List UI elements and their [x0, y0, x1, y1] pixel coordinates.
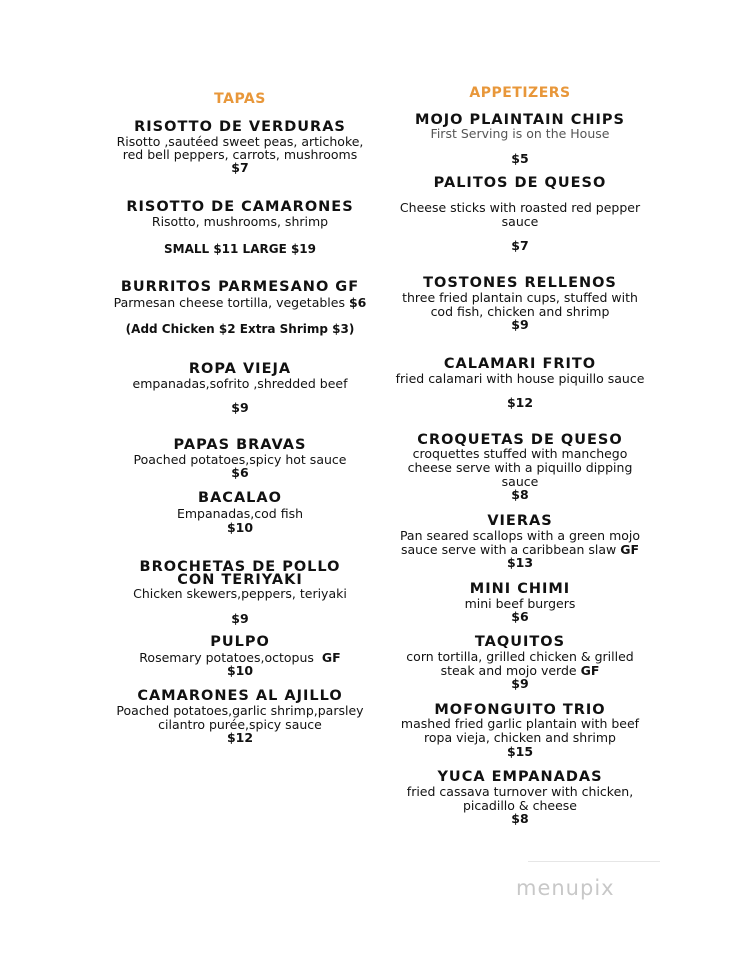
item-price: $6	[231, 465, 249, 480]
item-price: $7	[511, 238, 529, 253]
item-desc-line	[80, 296, 400, 310]
item-name: BACALAO	[198, 490, 282, 506]
gf-badge: GF	[321, 650, 341, 665]
item-price: $8	[511, 811, 529, 826]
item-desc: Cheese sticks with roasted red pepper	[399, 200, 641, 215]
item-desc: fried cassava turnover with chicken,	[406, 784, 634, 799]
item-name: CROQUETAS DE QUESO	[417, 432, 623, 448]
item-name: PULPO	[210, 634, 270, 650]
item-desc: steak and mojo verde	[440, 663, 577, 678]
item-name: MINI CHIMI	[469, 581, 571, 597]
item-name-line2: CON TERIYAKI	[177, 572, 303, 588]
item-desc: fried calamari with house piquillo sauce	[395, 371, 645, 386]
item-name: VIERAS	[487, 513, 553, 529]
item-desc: mini beef burgers	[464, 596, 576, 611]
item-price: $13	[506, 555, 534, 570]
item-price: $12	[226, 730, 254, 745]
item-name: PALITOS DE QUESO	[433, 175, 607, 191]
item-price: $10	[226, 520, 254, 535]
item-price: $12	[506, 395, 534, 410]
appetizers-heading: APPETIZERS	[469, 85, 571, 101]
tapas-heading: TAPAS	[214, 91, 266, 107]
item-name: MOFONGUITO TRIO	[434, 702, 606, 718]
item-desc: Poached potatoes,spicy hot sauce	[133, 452, 347, 467]
item-price: $8	[511, 487, 529, 502]
item-desc: three fried plantain cups, stuffed with	[402, 290, 638, 305]
gf-badge: GF	[580, 663, 600, 678]
item-desc: cheese serve with a piquillo dipping	[407, 460, 633, 475]
item-name: BURRITOS PARMESANO GF	[120, 279, 360, 295]
item-name: CALAMARI FRITO	[443, 356, 597, 372]
item-desc: Pan seared scallops with a green mojo	[399, 528, 641, 543]
item-price: $10	[226, 663, 254, 678]
item-desc: sauce	[501, 214, 539, 229]
item-desc: Chicken skewers,peppers, teriyaki	[133, 586, 347, 601]
item-name: CAMARONES AL AJILLO	[137, 688, 343, 704]
item-desc: red bell peppers, carrots, mushrooms	[122, 147, 358, 162]
item-desc: croquettes stuffed with manchego	[412, 446, 628, 461]
item-name: TOSTONES RELLENOS	[423, 275, 617, 291]
item-price: $9	[231, 611, 249, 626]
item-desc: corn tortilla, grilled chicken & grilled	[406, 649, 634, 664]
item-name: TAQUITOS	[474, 634, 566, 650]
item-name: BROCHETAS DE POLLO	[139, 559, 341, 575]
item-price: $9	[511, 317, 529, 332]
item-desc: Empanadas,cod fish	[176, 506, 304, 521]
item-desc: Risotto, mushrooms, shrimp	[151, 214, 329, 229]
item-desc: Risotto ,sautéed sweet peas, artichoke,	[116, 134, 364, 149]
item-desc: sauce serve with a caribbean slaw	[400, 542, 617, 557]
item-name: PAPAS BRAVAS	[173, 437, 307, 453]
item-price: $6	[348, 295, 367, 310]
watermark-divider	[528, 861, 660, 862]
item-desc: cilantro purée,spicy sauce	[158, 717, 322, 732]
item-desc: ropa vieja, chicken and shrimp	[424, 730, 616, 745]
item-desc: Rosemary potatoes,octopus	[139, 650, 314, 665]
watermark-logo: menupix	[516, 876, 615, 900]
item-price: $7	[231, 160, 249, 175]
item-name: RISOTTO DE VERDURAS	[134, 119, 346, 135]
item-desc: Poached potatoes,garlic shrimp,parsley	[116, 703, 364, 718]
item-name: YUCA EMPANADAS	[437, 769, 603, 785]
item-size-prices: SMALL $11 LARGE $19	[163, 242, 316, 256]
item-desc: empanadas,sofrito ,shredded beef	[132, 376, 348, 391]
item-price: $6	[511, 609, 529, 624]
item-subtitle: First Serving is on the House	[430, 126, 610, 141]
item-name: RISOTTO DE CAMARONES	[126, 199, 354, 215]
gf-badge: GF	[620, 542, 640, 557]
item-addon-note: (Add Chicken $2 Extra Shrimp $3)	[125, 322, 355, 336]
item-desc: mashed fried garlic plantain with beef	[400, 716, 640, 731]
item-price: $9	[511, 676, 529, 691]
item-desc: sauce	[501, 474, 539, 489]
item-desc: picadillo & cheese	[462, 798, 577, 813]
item-desc: cod fish, chicken and shrimp	[430, 304, 610, 319]
item-price: $15	[506, 744, 534, 759]
item-price: $5	[511, 151, 529, 166]
item-price: $9	[231, 400, 249, 415]
item-desc: Parmesan cheese tortilla, vegetables	[113, 295, 345, 310]
item-name: MOJO PLAINTAIN CHIPS	[415, 112, 625, 128]
item-name: ROPA VIEJA	[188, 361, 292, 377]
